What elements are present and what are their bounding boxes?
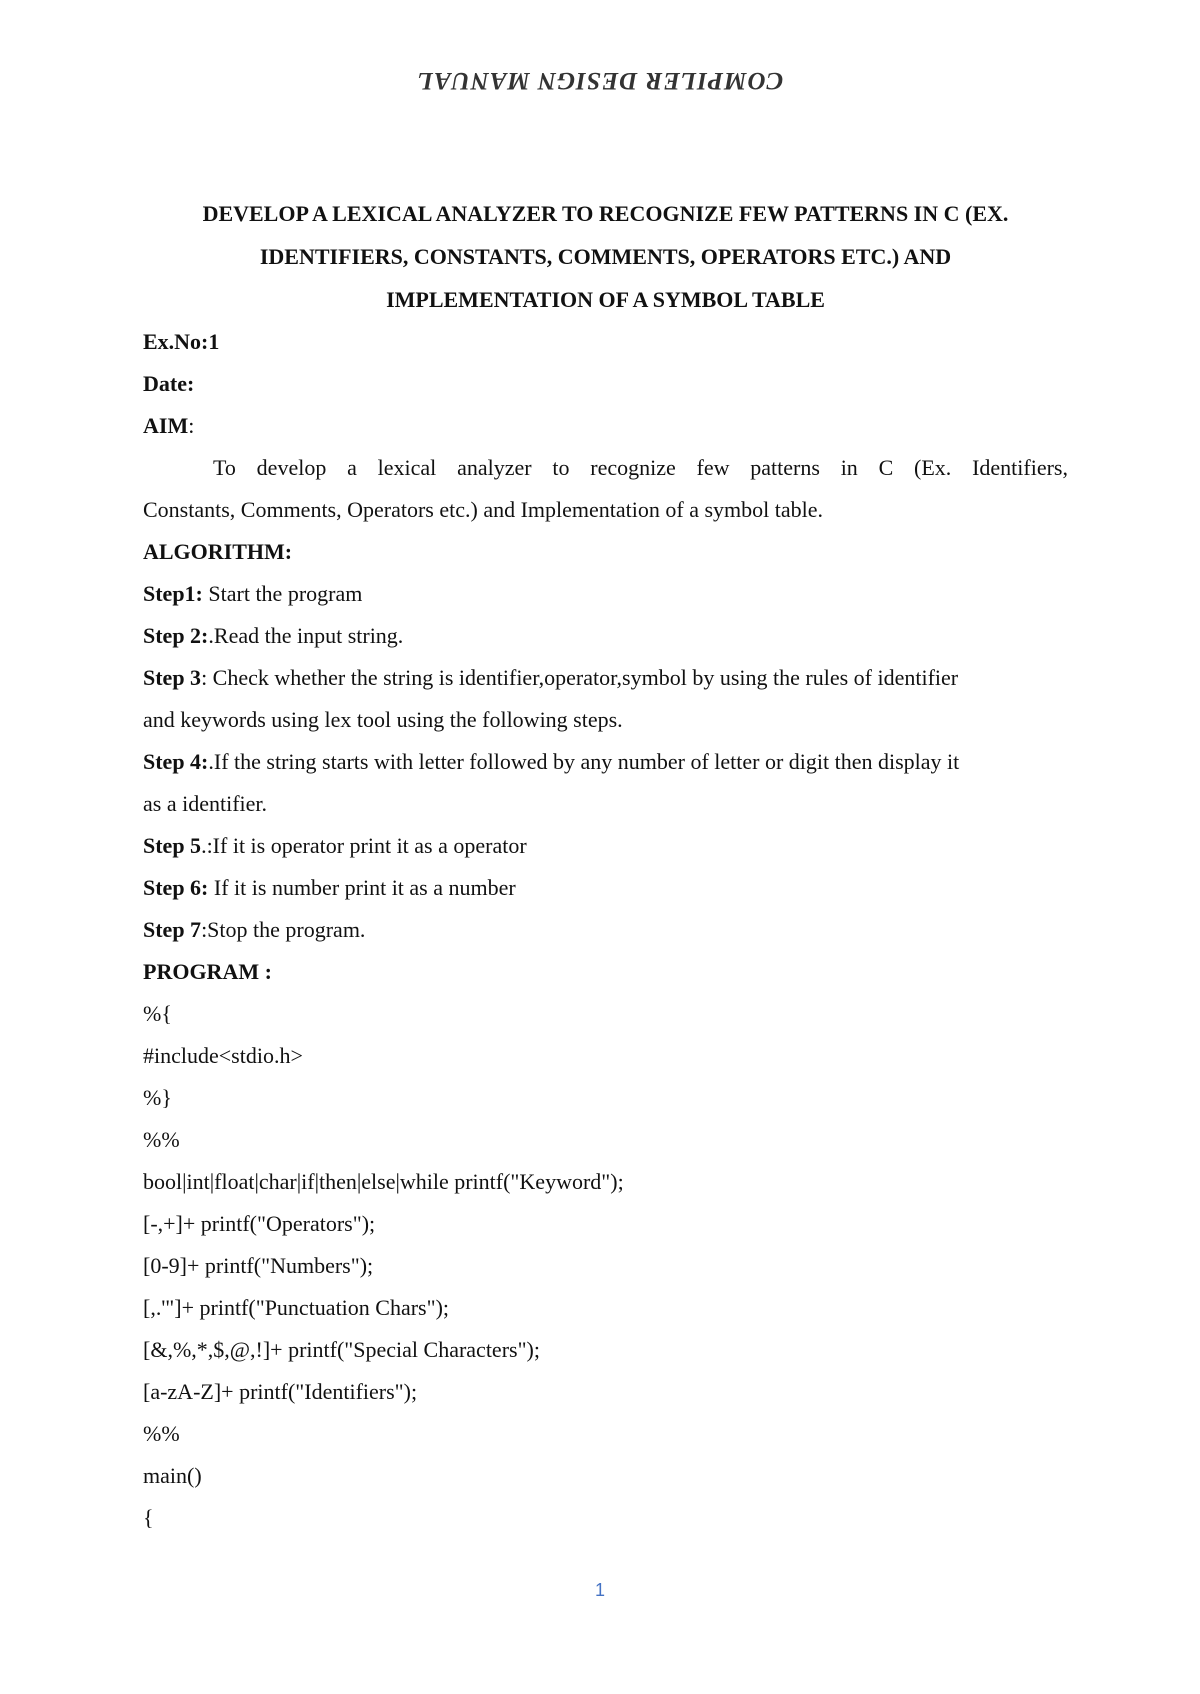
step-label: Step 2: xyxy=(143,623,209,648)
exno-label: Ex.No: xyxy=(143,329,209,354)
step-text: .Read the input string. xyxy=(208,623,404,648)
step-text: as a identifier. xyxy=(143,791,268,816)
title-line-2: IDENTIFIERS, CONSTANTS, COMMENTS, OPERATORS ETC.) AND xyxy=(259,244,952,269)
algorithm-heading: ALGORITHM: xyxy=(143,539,293,564)
date-label: Date: xyxy=(143,371,195,396)
code-line: [&,%,*,$,@,!]+ printf("Special Characters"); xyxy=(143,1337,540,1362)
aim-heading xyxy=(143,405,1068,447)
algorithm-step-line xyxy=(143,867,1068,909)
program-heading: PROGRAM : xyxy=(143,959,272,984)
step-text: and keywords using lex tool using the following steps. xyxy=(143,707,623,732)
code-line: [-,+]+ printf("Operators"); xyxy=(143,1211,376,1236)
algorithm-step-line xyxy=(143,825,1068,867)
step-label: Step 5 xyxy=(143,833,202,858)
algorithm-step-line xyxy=(143,573,1068,615)
exercise-number xyxy=(143,321,1068,363)
aim-text-line-2: Constants, Comments, Operators etc.) and Implementation of a symbol table. xyxy=(143,497,824,522)
code-line: %{ xyxy=(143,1001,172,1026)
step-label: Step 3 xyxy=(143,665,202,690)
code-line: %% xyxy=(143,1421,180,1446)
running-header: COMPILER DESIGN MANUAL xyxy=(416,67,784,94)
algorithm-step-line xyxy=(143,657,1068,699)
document-body xyxy=(143,321,1068,1539)
code-line: main() xyxy=(143,1463,202,1488)
program-code xyxy=(143,993,1068,1539)
algorithm-steps xyxy=(143,573,1068,951)
code-line: #include<stdio.h> xyxy=(143,1043,303,1068)
aim-text-line-1: To develop a lexical analyzer to recognize few patterns in C (Ex. Identifiers, xyxy=(213,455,1068,480)
step-text: : Check whether the string is identifier,operator,symbol by using the rules of identifier xyxy=(201,665,959,690)
algorithm-step-line xyxy=(143,783,1068,825)
algorithm-step-line xyxy=(143,615,1068,657)
code-line: [,.'"]+ printf("Punctuation Chars"); xyxy=(143,1295,450,1320)
step-text: :Stop the program. xyxy=(201,917,366,942)
exercise-title xyxy=(143,192,1068,321)
title-line-1: DEVELOP A LEXICAL ANALYZER TO RECOGNIZE FEW PATTERNS IN C (EX. xyxy=(202,201,1009,226)
step-label: Step 4: xyxy=(143,749,209,774)
code-line: bool|int|float|char|if|then|else|while printf("Keyword"); xyxy=(143,1169,624,1194)
step-text: .:If it is operator print it as a operator xyxy=(201,833,527,858)
title-line-3: IMPLEMENTATION OF A SYMBOL TABLE xyxy=(386,287,825,312)
code-line: [0-9]+ printf("Numbers"); xyxy=(143,1253,374,1278)
aim-label: AIM xyxy=(143,413,189,438)
aim-colon: : xyxy=(188,413,195,438)
exno-value: 1 xyxy=(208,329,220,354)
date-line xyxy=(143,363,1068,405)
step-label: Step1: xyxy=(143,581,203,606)
algorithm-step-line xyxy=(143,909,1068,951)
step-label: Step 6: xyxy=(143,875,209,900)
step-text: .If the string starts with letter followed by any number of letter or digit then display it xyxy=(208,749,960,774)
algorithm-step-line xyxy=(143,741,1068,783)
code-line: %% xyxy=(143,1127,180,1152)
algorithm-step-line xyxy=(143,699,1068,741)
step-text: Start the program xyxy=(202,581,363,606)
code-line: %} xyxy=(143,1085,172,1110)
step-text: If it is number print it as a number xyxy=(208,875,516,900)
step-label: Step 7 xyxy=(143,917,202,942)
code-line: { xyxy=(143,1505,154,1530)
code-line: [a-zA-Z]+ printf("Identifiers"); xyxy=(143,1379,418,1404)
page-number: 1 xyxy=(594,1580,605,1600)
